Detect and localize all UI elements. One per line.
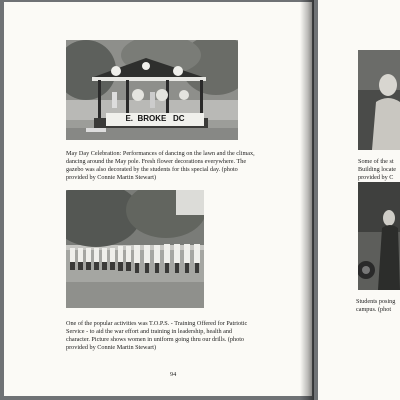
gazebo-banner-text: E. BROKE DC <box>125 114 185 123</box>
right-photo-2 <box>358 182 400 290</box>
right-photo2-caption: Students posing campus. (phot <box>356 298 396 313</box>
binding-shadow <box>300 0 314 400</box>
gazebo-photo <box>66 40 238 140</box>
photo1-caption: May Day Celebration: Performances of dancing on the lawn and the climax, dancing around the May pole. Fresh flower decorations everywhere. The gazebo was also decorated by the students for this special day. (photo provided by Connie Martin Stewart) <box>66 150 255 181</box>
tops-drill-photo <box>66 190 204 308</box>
page-number: 94 <box>170 371 177 378</box>
right-photo1-caption: Some of the st Building locate provided by C <box>358 158 396 181</box>
photo2-caption: One of the popular activities was T.O.P.S. - Training Offered for Patriotic Service - to aid the war effort and training in leadership, health and character. Picture shows women in uniform going thru our drills. (photo provided by Connie Martin Stewart) <box>66 320 248 351</box>
right-photo-1 <box>358 50 400 150</box>
